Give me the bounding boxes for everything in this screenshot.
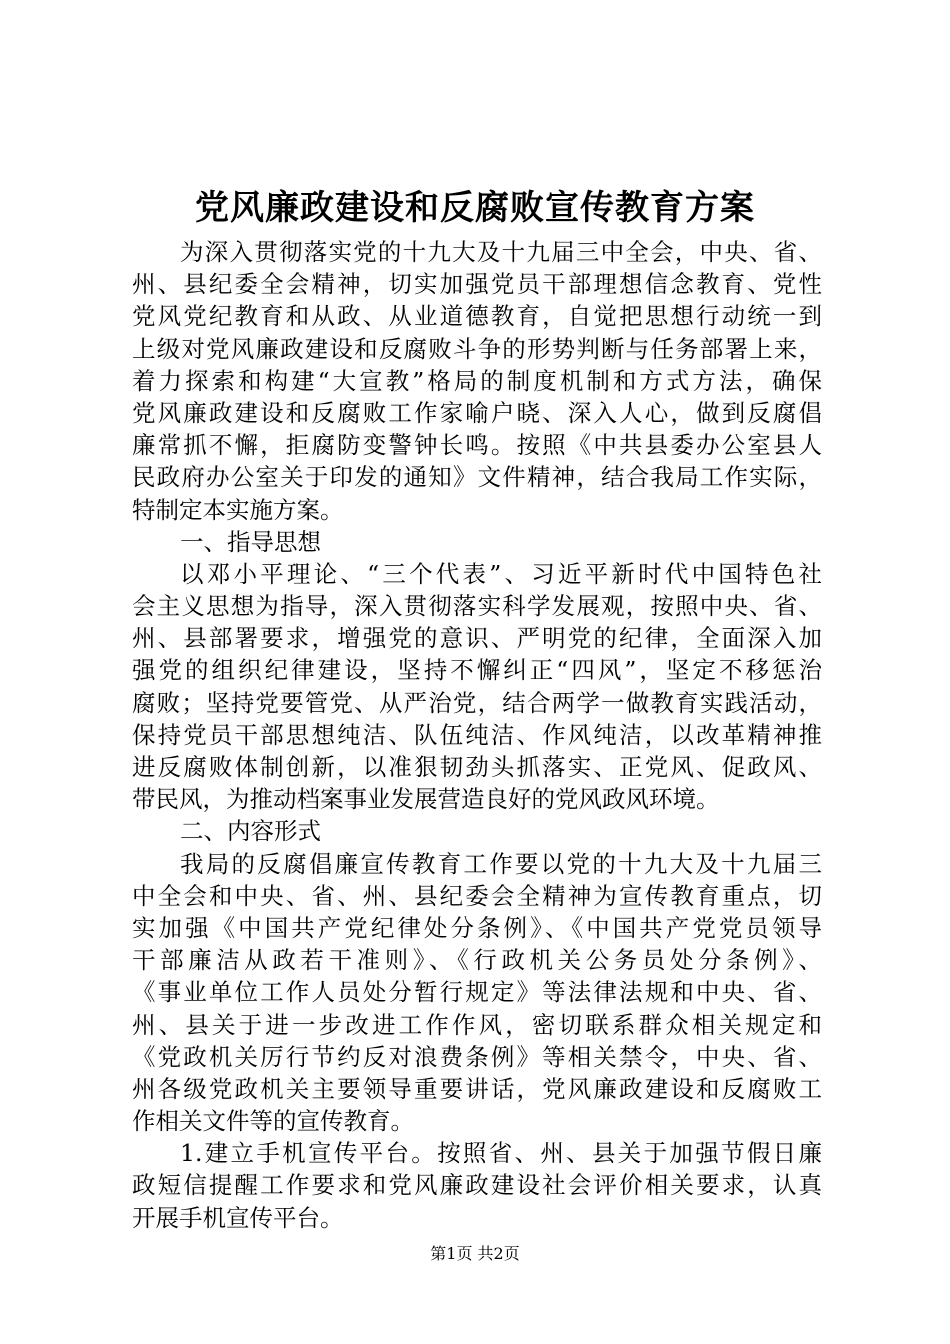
text-line: 干部廉洁从政若干准则》、《行政机关公务员处分条例》、	[132, 946, 822, 975]
text-line: 开展手机宣传平台。	[132, 1203, 344, 1232]
text-line: 作相关文件等的宣传教育。	[132, 1107, 414, 1136]
page-footer: 第1页 共2页	[430, 1244, 520, 1263]
text-line: 党风廉政建设和反腐败工作家喻户晓、深入人心，做到反腐倡	[132, 398, 822, 427]
text-line: 实加强《中国共产党纪律处分条例》、《中国共产党党员领导	[132, 913, 822, 942]
text-line: 廉常抓不懈，拒腐防变警钟长鸣。按照《中共县委办公室县人	[132, 431, 822, 460]
text-line: 中全会和中央、省、州、县纪委会全精神为宣传教育重点，切	[132, 881, 822, 910]
text-line: 我局的反腐倡廉宣传教育工作要以党的十九大及十九届三	[180, 849, 822, 878]
text-line: 州、县关于进一步改进工作作风，密切联系群众相关规定和	[132, 1010, 822, 1039]
text-line: 政短信提醒工作要求和党风廉政建设社会评价相关要求，认真	[132, 1171, 822, 1200]
text-line: 州、县部署要求，增强党的意识、严明党的纪律，全面深入加	[132, 624, 822, 653]
text-line: 腐败；坚持党要管党、从严治党，结合两学一做教育实践活动，	[132, 688, 822, 717]
text-line: 1.建立手机宣传平台。按照省、州、县关于加强节假日廉	[180, 1139, 822, 1168]
text-line: 二、内容形式	[180, 817, 321, 846]
text-line: 以邓小平理论、“三个代表”、习近平新时代中国特色社	[180, 559, 822, 588]
text-line: 会主义思想为指导，深入贯彻落实科学发展观，按照中央、省、	[132, 592, 822, 621]
document-title: 党风廉政建设和反腐败宣传教育方案	[195, 188, 755, 228]
text-line: 进反腐败体制创新，以准狠韧劲头抓落实、正党风、促政风、	[132, 753, 822, 781]
text-line: 为深入贯彻落实党的十九大及十九届三中全会，中央、省、	[180, 238, 822, 266]
text-line: 特制定本实施方案。	[132, 495, 344, 524]
text-line: 党风党纪教育和从政、从业道德教育，自觉把思想行动统一到	[132, 302, 822, 331]
text-line: 上级对党风廉政建设和反腐败斗争的形势判断与任务部署上来，	[132, 334, 822, 363]
text-line: 保持党员干部思想纯洁、队伍纯洁、作风纯洁，以改革精神推	[132, 720, 822, 749]
document-body	[132, 236, 822, 1234]
text-line: 州各级党政机关主要领导重要讲话，党风廉政建设和反腐败工	[132, 1074, 822, 1103]
text-line: 《党政机关厉行节约反对浪费条例》等相关禁令，中央、省、	[132, 1042, 822, 1071]
text-line: 强党的组织纪律建设，坚持不懈纠正“四风”，坚定不移惩治	[132, 656, 822, 685]
text-line: 《事业单位工作人员处分暂行规定》等法律法规和中央、省、	[132, 978, 822, 1007]
text-line: 一、指导思想	[180, 527, 321, 556]
text-line: 民政府办公室关于印发的通知》文件精神，结合我局工作实际，	[132, 463, 822, 492]
text-line: 着力探索和构建“大宣教”格局的制度机制和方式方法，确保	[132, 366, 822, 395]
text-line: 州、县纪委全会精神，切实加强党员干部理想信念教育、党性	[132, 270, 822, 299]
text-line: 带民风，为推动档案事业发展营造良好的党风政风环境。	[132, 785, 720, 814]
